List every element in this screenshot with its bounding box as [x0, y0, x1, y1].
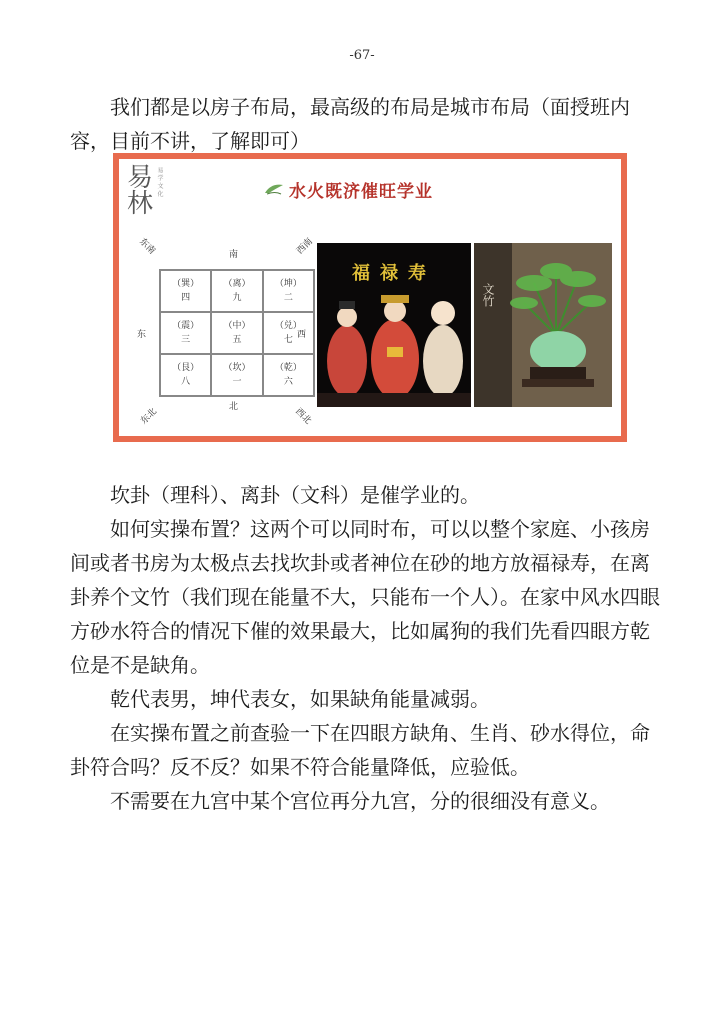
paragraph: 如何实操布置？这两个可以同时布，可以以整个家庭、小孩房间或者书房为太极点去找坎卦或者神位在砂的地方放福禄寿，在离卦养个文竹（我们现在能量不大，只能布一个人）。在家中风水四眼方砂水符合的情况下催的效果最大，比如属狗的我们先看四眼方乾位是不是缺角。: [70, 517, 660, 677]
palace-cell: （兑） 七: [263, 312, 314, 354]
palace-cell: （中） 五: [211, 312, 262, 354]
dir-north: 北: [229, 402, 239, 412]
palace-cell: （坎） 一: [211, 354, 262, 396]
palace-cell: （巽） 四: [160, 270, 211, 312]
figure-panel: [119, 159, 621, 436]
palace-cell: （离） 九: [211, 270, 262, 312]
bamboo-photo: [474, 243, 612, 407]
logo-text: 易林: [127, 163, 152, 219]
nine-palace-grid: [159, 269, 315, 397]
paragraph: 不需要在九宫中某个宫位再分九宫，分的很细没有意义。: [110, 789, 610, 813]
palace-cell: （乾） 六: [263, 354, 314, 396]
intro-paragraph: 我们都是以房子布局，最高级的布局是城市布局（面授班内容，目前不讲，了解即可）: [70, 95, 630, 153]
paragraph: 乾代表男，坤代表女，如果缺角能量减弱。: [110, 687, 490, 711]
figurines-illustration: [317, 243, 471, 407]
logo: [127, 165, 167, 221]
palace-cell: （震） 三: [160, 312, 211, 354]
nine-palace-compass: [129, 229, 319, 436]
dir-northeast: 东北: [139, 406, 159, 427]
bamboo-caption: 文竹: [481, 283, 495, 307]
bamboo-illustration: [474, 243, 612, 407]
dir-southwest: 西南: [295, 236, 315, 257]
banner-title: 水火既济催旺学业: [289, 182, 433, 202]
page-number: -67-: [349, 48, 375, 63]
dir-northwest: 西北: [293, 406, 313, 427]
dir-southeast: 东南: [137, 236, 157, 257]
paragraph: 在实操布置之前查验一下在四眼方缺角、生肖、砂水得位，命卦符合吗？反不反？如果不符合能量降低，应验低。: [70, 721, 650, 779]
palace-cell: （坤） 二: [263, 270, 314, 312]
fulushou-title: 福禄寿: [352, 263, 436, 284]
paragraph: 坎卦（理科）、离卦（文科）是催学业的。: [110, 483, 480, 507]
body-text: [70, 478, 660, 818]
leaf-icon: [263, 181, 285, 195]
logo-side-text: 易 学 文 化: [156, 167, 163, 197]
dir-south: 南: [229, 250, 239, 260]
dir-west: 西: [297, 330, 307, 340]
dir-east: 东: [137, 330, 147, 340]
illustration-figure: [113, 153, 627, 442]
palace-cell: （艮） 八: [160, 354, 211, 396]
fulushou-figurines-photo: [317, 243, 471, 407]
